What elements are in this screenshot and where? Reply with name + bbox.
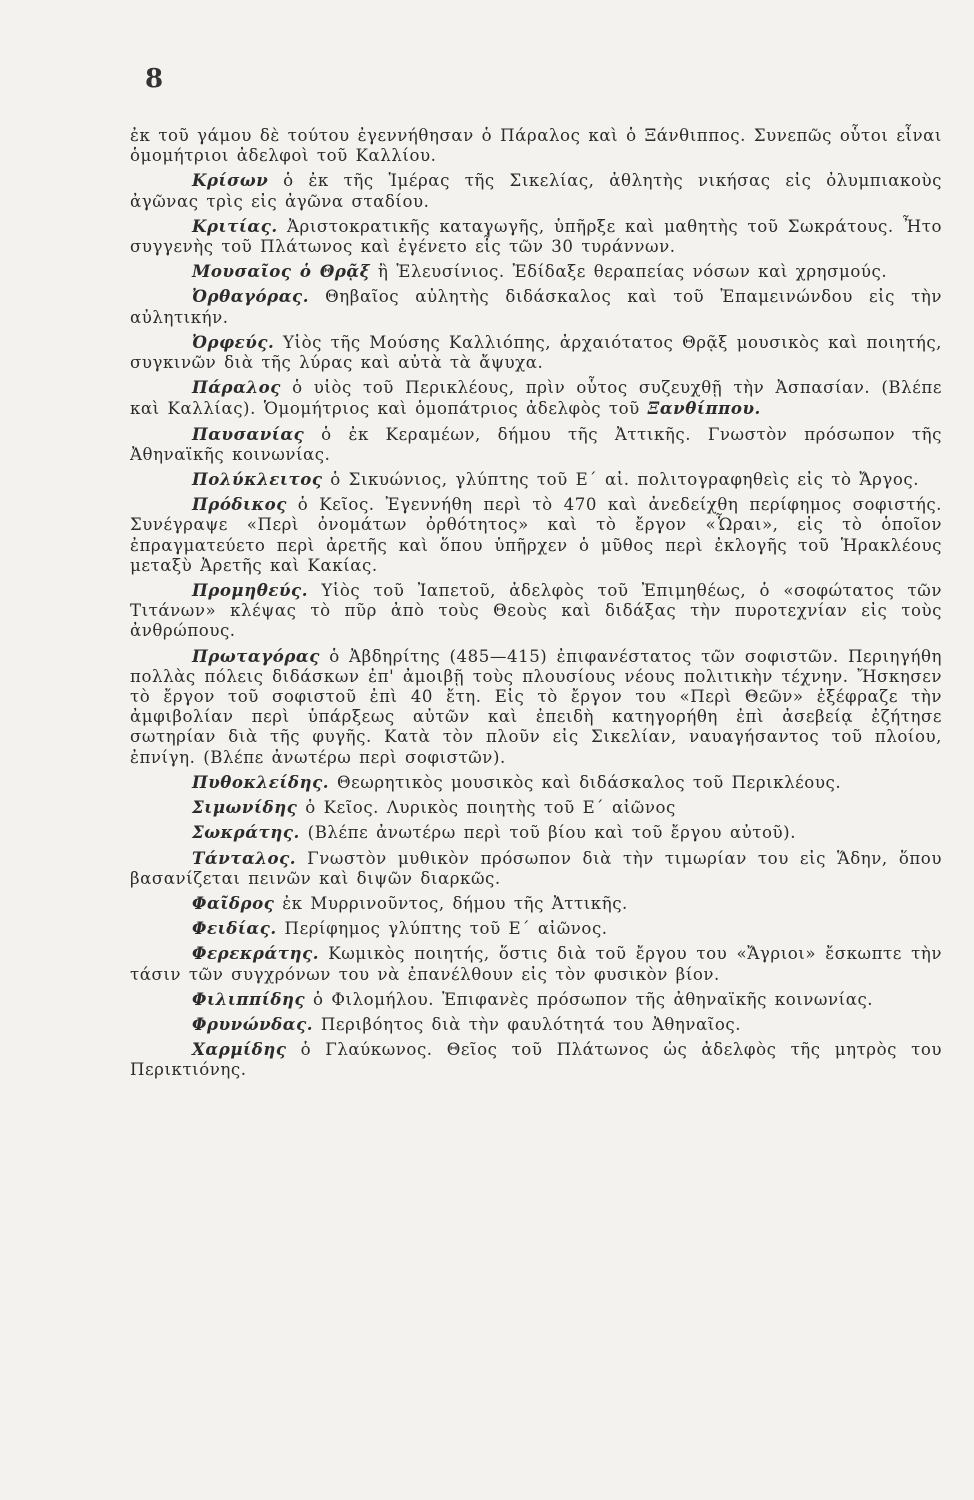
entry-name: Μουσαῖος ὁ Θρᾷξ	[192, 261, 371, 282]
glossary-entry	[130, 646, 942, 768]
glossary-entry	[130, 989, 942, 1010]
glossary-entry	[130, 580, 942, 642]
glossary-entry	[130, 1039, 942, 1080]
entry-text: ὁ Κεῖος. Λυρικὸς ποιητὴς τοῦ Ε΄ αἰῶνος	[297, 798, 676, 818]
entry-name: Παυσανίας	[192, 423, 305, 444]
entry-name: Πολύκλειτος	[192, 469, 323, 490]
entry-text: ἐκ Μυρρινοῦντος, δήμου τῆς Ἀττικῆς.	[274, 893, 628, 913]
entry-text: Περίφημος γλύπτης τοῦ Ε΄ αἰῶνος.	[276, 919, 608, 939]
entry-text: ὁ ἐκ τῆς Ἱμέρας τῆς Σικελίας, ἀθλητὴς νικήσας εἰς ὀλυμπιακοὺς ἀγῶνας τρὶς εἰς ἀγῶνα σταδίου.	[130, 171, 942, 211]
entry-name: Σιμωνίδης	[192, 797, 298, 818]
entry-name: Πυθοκλείδης.	[192, 771, 330, 792]
entry-emphasis: Ξανθίππου.	[647, 398, 761, 419]
entry-text: ὁ Γλαύκωνος. Θεῖος τοῦ Πλάτωνος ὡς ἀδελφὸς τῆς μητρὸς του Περικτιόνης.	[130, 1040, 942, 1080]
glossary-entry	[130, 893, 942, 914]
entry-name: Πάραλος	[192, 377, 281, 398]
entry-text: Υἱὸς τοῦ Ἰαπετοῦ, ἀδελφὸς τοῦ Ἐπιμηθέως, ὁ «σοφώτατος τῶν Τιτάνων» κλέψας τὸ πῦρ ἀπὸ τοὺς Θεοὺς καὶ διδάξας τὴν πυροτεχνίαν εἰς τοὺς ἀνθρώπους.	[130, 581, 942, 641]
entry-name: Τάνταλος.	[192, 847, 297, 868]
entry-name: Φερεκράτης.	[192, 943, 320, 964]
entry-text: Γνωστὸν μυθικὸν πρόσωπον διὰ τὴν τιμωρίαν του εἰς Ἅδην, ὅπου βασανίζεται πεινῶν καὶ διψῶν διαρκῶς.	[130, 848, 942, 888]
glossary-entry	[130, 797, 942, 818]
entry-text: ὁ Φιλομήλου. Ἐπιφανὲς πρόσωπον τῆς ἀθηναϊκῆς κοινωνίας.	[305, 989, 874, 1009]
entry-text: Υἱὸς τῆς Μούσης Καλλιόπης, ἀρχαιότατος Θρᾷξ μουσικὸς καὶ ποιητής, συγκινῶν διὰ τῆς λύρας καὶ αὐτὰ τὰ ἄψυχα.	[130, 332, 942, 373]
glossary-entry	[130, 286, 942, 327]
entry-name: Φειδίας.	[192, 918, 277, 939]
glossary-entry	[130, 170, 942, 211]
glossary-entry	[130, 216, 942, 257]
entry-text: Θεωρητικὸς μουσικὸς καὶ διδάσκαλος τοῦ Περικλέους.	[329, 772, 842, 792]
entry-text: ὁ Κεῖος. Ἐγεννήθη περὶ τὸ 470 καὶ ἀνεδείχθη περίφημος σοφιστής. Συνέγραψε «Περὶ ὀνομάτων ὀρθότητος» καὶ τὸ ἔργον «Ὧραι», εἰς τὸ ὁποῖον ἐπραγματεύετο περὶ ἀρετῆς καὶ ὅπου ὑπῆρχεν ὁ μῦθος περὶ ἐκλογῆς τοῦ Ἡρακλέους μεταξὺ Ἀρετῆς καὶ Κακίας.	[130, 495, 942, 575]
entry-name: Φιλιππίδης	[192, 988, 306, 1009]
entry-text: Κωμικὸς ποιητής, ὅστις διὰ τοῦ ἔργου του «Ἄγριοι» ἔσκωπτε τὴν τάσιν τῶν συγχρόνων του νὰ ἐπανέλθουν εἰς τὸν φυσικὸν βίον.	[130, 944, 942, 984]
glossary-body	[130, 126, 942, 1085]
page-number: 8	[145, 64, 164, 94]
glossary-entry	[130, 469, 942, 490]
glossary-entry	[130, 494, 942, 576]
entry-name: Χαρμίδης	[192, 1039, 287, 1060]
entry-text: Περιβόητος διὰ τὴν φαυλότητά του Ἀθηναῖος.	[313, 1014, 742, 1034]
entry-name: Κριτίας.	[192, 215, 278, 236]
entry-name: Κρίσων	[192, 170, 269, 191]
entry-name: Φρυνώνδας.	[192, 1013, 314, 1034]
entry-text: ὁ Σικυώνιος, γλύπτης τοῦ Ε΄ αἰ. πολιτογραφηθεὶς εἰς τὸ Ἄργος.	[322, 470, 920, 490]
entry-text: Ἀριστοκρατικῆς καταγωγῆς, ὑπῆρξε καὶ μαθητὴς τοῦ Σωκράτους. Ἦτο συγγενὴς τοῦ Πλάτωνος καὶ ἐγένετο εἷς τῶν 30 τυράννων.	[130, 216, 942, 257]
glossary-entry	[130, 377, 942, 419]
entry-name: Σωκράτης.	[192, 822, 300, 843]
glossary-entry	[130, 424, 942, 465]
entry-text: ἢ Ἐλευσίνιος. Ἐδίδαξε θεραπείας νόσων καὶ χρησμούς.	[370, 262, 888, 282]
entry-name: Πρόδικος	[192, 494, 287, 515]
entry-text: (Βλέπε ἀνωτέρω περὶ τοῦ βίου καὶ τοῦ ἔργου αὐτοῦ).	[299, 823, 797, 843]
glossary-entry	[130, 848, 942, 889]
entry-name: Πρωταγόρας	[192, 645, 320, 666]
entry-name: Ὀρφεύς.	[192, 331, 275, 352]
glossary-entry	[130, 943, 942, 984]
entry-name: Ὀρθαγόρας.	[192, 286, 310, 307]
entry-name: Φαῖδρος	[192, 892, 275, 913]
glossary-entry	[130, 822, 942, 843]
entry-text: ὁ Ἀβδηρίτης (485—415) ἐπιφανέστατος τῶν σοφιστῶν. Περιηγήθη πολλὰς πόλεις διδάσκων ἐπ' ἀμοιβῇ τοὺς πλουσίους νέους πολιτικὴν τέχνην. Ἤσκησεν τὸ ἔργον τοῦ σοφιστοῦ ἐπὶ 40 ἔτη. Εἰς τὸ ἔργον του «Περὶ Θεῶν» ἐξέφραζε τὴν ἀμφιβολίαν περὶ ὑπάρξεως αὐτῶν καὶ ἐπειδὴ κατηγορήθη ἐπὶ ἀσεβείᾳ ἐζήτησε σωτηρίαν διὰ τῆς φυγῆς. Κατὰ τὸν πλοῦν εἰς Σικελίαν, ναυαγήσαντος τοῦ πλοίου, ἐπνίγη. (Βλέπε ἀνωτέρω περὶ σοφιστῶν).	[130, 646, 942, 767]
glossary-entry	[130, 332, 942, 373]
intro-paragraph: ἐκ τοῦ γάμου δὲ τούτου ἐγεννήθησαν ὁ Πάραλος καὶ ὁ Ξάνθιππος. Συνεπῶς οὗτοι εἶναι ὁμομήτριοι ἀδελφοὶ τοῦ Καλλίου.	[130, 126, 942, 166]
glossary-entry	[130, 918, 942, 939]
glossary-entry	[130, 1014, 942, 1035]
entry-name: Προμηθεύς.	[192, 580, 309, 601]
entry-text: Θηβαῖος αὐλητὴς διδάσκαλος καὶ τοῦ Ἐπαμεινώνδου εἰς τὴν αὐλητικήν.	[130, 287, 942, 327]
glossary-entry	[130, 261, 942, 282]
entry-text: ὁ ἐκ Κεραμέων, δήμου τῆς Ἀττικῆς. Γνωστὸν πρόσωπον τῆς Ἀθηναϊκῆς κοινωνίας.	[130, 424, 942, 464]
glossary-entry	[130, 772, 942, 793]
entry-text: ὁ υἱὸς τοῦ Περικλέους, πρὶν οὗτος συζευχθῇ τὴν Ἀσπασίαν. (Βλέπε καὶ Καλλίας). Ὁμομήτριος καὶ ὁμοπάτριος ἀδελφὸς τοῦ	[130, 378, 942, 419]
